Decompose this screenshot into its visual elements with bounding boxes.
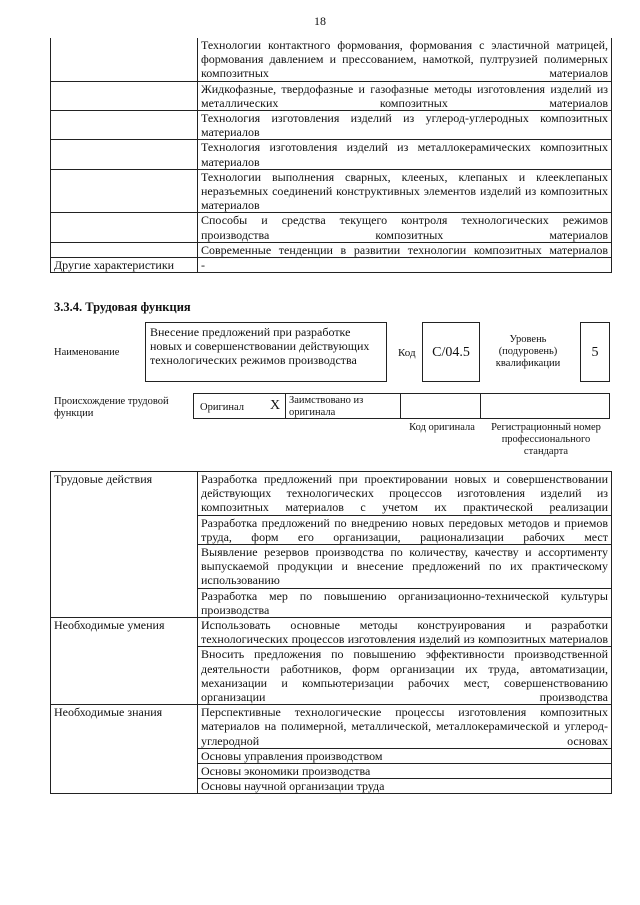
function-name: Внесение предложений при разработке новых и совершенствовании действующих технологических режимов производства — [150, 325, 370, 367]
table-row — [51, 618, 612, 647]
main-table — [50, 471, 612, 794]
skills-label: Необходимые умения — [51, 618, 198, 705]
labor-actions-label: Трудовые действия — [51, 472, 198, 618]
row-label — [51, 169, 198, 213]
name-label: Наименование — [54, 347, 120, 358]
row-label — [51, 140, 198, 169]
row-label — [51, 242, 198, 257]
reg-number-label: Регистрационный номер профессионального стандарта — [491, 422, 601, 457]
origin-label: Происхождение трудовой функции — [54, 396, 169, 419]
row-text: Технологии контактного формования, формования с эластичной матрицей, формования давлением и прессованием, намоткой, пултрузией полимерных композитных материалов — [198, 38, 612, 81]
skill: Вносить предложения по повышению эффективности производственной деятельности работников, форм организации их труда, автоматизации, механизации и компьютеризации рабочих мест, совершенствованию организации производства — [198, 647, 612, 705]
code-original-box — [400, 393, 481, 419]
original-label: Оригинал — [200, 402, 244, 413]
level-label: Уровень (подуровень) квалификации — [495, 334, 561, 369]
table-row — [51, 242, 612, 257]
labor-action: Разработка мер по повышению организационно-технической культуры производства — [198, 588, 612, 617]
page-number: 18 — [314, 14, 326, 28]
table-row — [51, 472, 612, 516]
table-row — [51, 111, 612, 140]
borrowed-box — [285, 393, 401, 419]
table-row — [51, 81, 612, 110]
row-label — [51, 81, 198, 110]
reg-number-box — [480, 393, 610, 419]
table-row — [51, 213, 612, 242]
labor-action: Разработка предложений по внедрению новых передовых методов и приемов труда, форм его организации, рационализации рабочих мест — [198, 515, 612, 544]
other-characteristics-label: Другие характеристики — [51, 258, 198, 273]
section-title: 3.3.4. Трудовая функция — [54, 300, 191, 314]
top-table — [50, 38, 612, 273]
code-label: Код — [398, 347, 416, 359]
row-label — [51, 213, 198, 242]
table-row — [51, 705, 612, 749]
other-characteristics-value: - — [198, 258, 612, 273]
level-value: 5 — [591, 345, 599, 360]
row-text: Технология изготовления изделий из углерод-углеродных композитных материалов — [198, 111, 612, 140]
level-box — [580, 322, 610, 382]
borrowed-label: Заимствовано из оригинала — [289, 395, 364, 418]
table-row — [51, 169, 612, 213]
original-box — [193, 393, 286, 419]
knowledge-item: Перспективные технологические процессы изготовления композитных материалов на полимерной, металлической, металлокерамической и углерод-углеродной основах — [198, 705, 612, 749]
row-text: Жидкофазные, твердофазные и газофазные методы изготовления изделий из металлических композитных материалов — [198, 81, 612, 110]
table-row — [51, 140, 612, 169]
row-text: Технологии выполнения сварных, клееных, клепаных и клееклепаных неразъемных соединений конструктивных элементов изделий из композитных материалов — [198, 169, 612, 213]
row-label — [51, 38, 198, 81]
code-value: C/04.5 — [432, 345, 470, 360]
knowledge-item: Основы экономики производства — [198, 764, 612, 779]
skill: Использовать основные методы конструирования и разработки технологических процессов изготовления изделий из композитных материалов — [198, 618, 612, 647]
row-text: Современные тенденции в развитии технологии композитных материалов — [198, 242, 612, 257]
knowledge-item: Основы управления производством — [198, 748, 612, 763]
table-row — [51, 258, 612, 273]
row-text: Технология изготовления изделий из металлокерамических композитных материалов — [198, 140, 612, 169]
row-text: Способы и средства текущего контроля технологических режимов производства композитных материалов — [198, 213, 612, 242]
table-row — [51, 38, 612, 81]
row-label — [51, 111, 198, 140]
knowledge-item: Основы научной организации труда — [198, 779, 612, 794]
function-name-box — [145, 322, 387, 382]
labor-action: Выявление резервов производства по количеству, качеству и ассортименту выпускаемой продукции и внесение предложений по их практическому использованию — [198, 545, 612, 589]
code-original-label: Код оригинала — [409, 422, 475, 433]
code-box — [422, 322, 480, 382]
knowledge-label: Необходимые знания — [51, 705, 198, 794]
original-mark: X — [270, 398, 281, 413]
labor-action: Разработка предложений при проектировании новых и совершенствовании действующих технологических процессов изготовления изделий из композитных материалов с учетом их практической реализации — [198, 472, 612, 516]
